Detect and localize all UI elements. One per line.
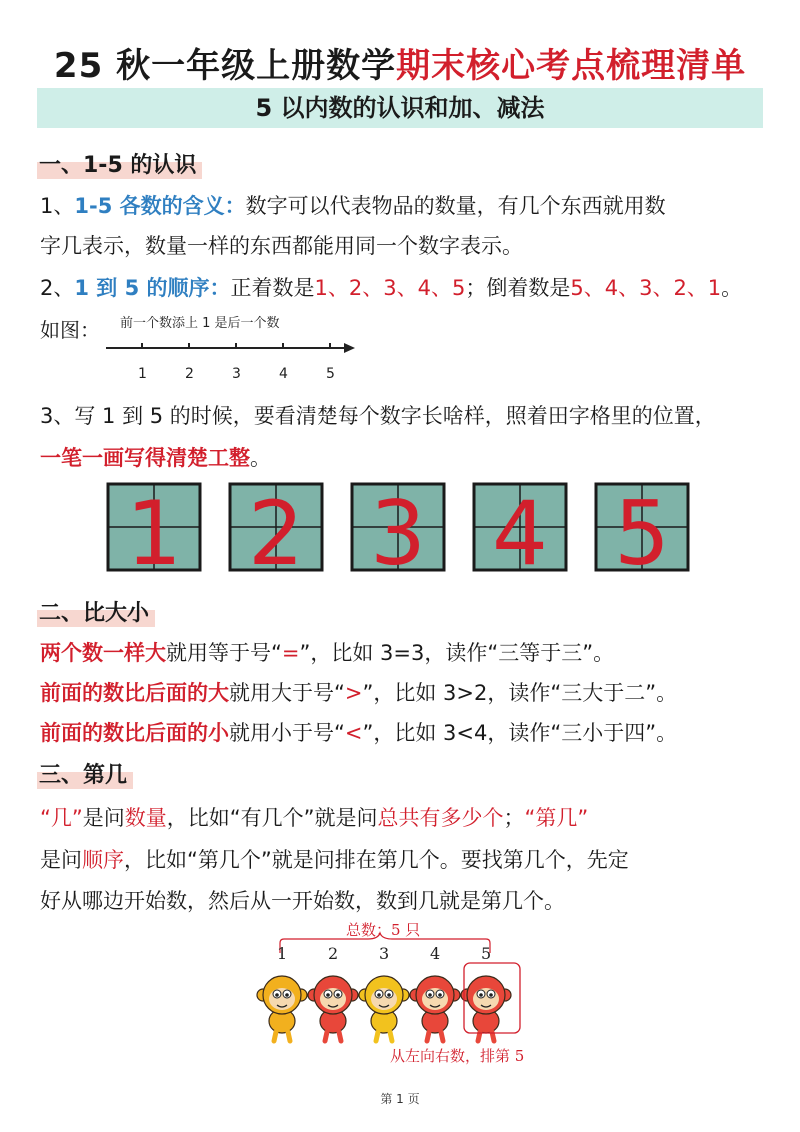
section3-heading: 三、第几 [37,758,133,789]
grid-digit: 1 [126,482,182,578]
forward-order: 1、2、3、4、5 [314,276,466,300]
compare-row [40,717,677,747]
number-line [100,305,370,385]
figure-label: 如图： [40,318,100,342]
section3-line1 [40,802,588,832]
monkey-number: 5 [481,944,492,963]
grid-digit: 2 [248,482,304,578]
compare-text2: ”，比如 3=3，读作“三等于三”。 [299,641,615,665]
word-quantity: 数量 [124,806,167,830]
item2-key: 1 到 5 的顺序： [74,276,231,300]
monkey-number: 3 [379,944,390,963]
item1-number: 1、 [40,194,75,218]
compare-symbol: > [344,681,363,705]
item2-text3: 。 [721,276,743,300]
compare-text1: 就用大于号“ [229,681,345,705]
compare-text1: 就用小于号“ [229,721,345,745]
p2-a: 是问 [40,848,82,872]
monkey-number: 1 [277,944,288,963]
monkey-icon [461,976,511,1041]
p1-d: ，比如“有几个”就是问 [166,806,378,830]
item2-text2: ；倒着数是 [465,276,571,300]
monkey-icon [359,976,409,1041]
section3-line3: 好从哪边开始数，然后从一开始数，数到几就是第几个。 [40,889,565,913]
compare-condition: 两个数一样大 [40,641,166,665]
item1-text1: 数字可以代表物品的数量，有几个东西就用数 [245,194,666,218]
compare-text2: ”，比如 3>2，读作“三大于二”。 [362,681,678,705]
item1-line2: 字几表示，数量一样的东西都能用同一个数字表示。 [40,234,523,258]
number-line-arrow [344,343,355,353]
item2-line [40,272,742,302]
grid-digit: 4 [492,482,548,578]
monkey-number: 2 [328,944,339,963]
section3-line2 [40,844,629,874]
section2-heading: 二、比大小 [37,596,155,627]
item3-line1: 3、写 1 到 5 的时候，要看清楚每个数字长啥样，照着田字格里的位置， [40,404,716,428]
compare-row [40,677,677,707]
title-red: 期末核心考点梳理清单 [396,46,747,86]
word-order: 顺序 [82,848,124,872]
tick-label: 5 [326,366,335,382]
item3-line2 [40,442,271,472]
grid-digit: 3 [370,482,426,578]
backward-order: 5、4、3、2、1 [570,276,722,300]
compare-text2: ”，比如 3<4，读作“三小于四”。 [362,721,678,745]
monkey-icon [257,976,307,1041]
number-line-caption: 前一个数添上 1 是后一个数 [120,316,280,331]
page-title [0,38,800,87]
item3-end: 。 [250,446,271,470]
total-label: 总数：5 只 [346,921,421,939]
p1-b: 是问 [82,806,125,830]
monkey-icon [308,976,358,1041]
subtitle-banner: 5 以内数的认识和加、减法 [37,88,763,128]
quote-ji: “几” [40,806,83,830]
monkey-figure [250,915,550,1075]
compare-row [40,637,614,667]
page-number: 第 1 页 [380,1092,420,1106]
p2-c: ，比如“第几个”就是问排在第几个。要找第几个，先定 [124,848,629,872]
word-total: 总共有多少个 [377,806,504,830]
monkey-number: 4 [430,944,441,963]
tick-label: 3 [232,366,241,382]
item1-line1 [40,190,666,220]
item2-text1: 正着数是 [230,276,315,300]
compare-condition: 前面的数比后面的小 [40,721,229,745]
writing-grids [100,478,700,578]
p1-f: ； [503,806,525,830]
monkey-icon [410,976,460,1041]
grid-digit: 5 [614,482,670,578]
quote-diji: “第几” [524,806,589,830]
section1-heading: 一、1-5 的认识 [37,148,202,179]
compare-text1: 就用等于号“ [166,641,282,665]
tick-label: 4 [279,366,288,382]
item1-key: 1-5 各数的含义： [74,194,246,218]
compare-symbol: = [281,641,300,665]
compare-condition: 前面的数比后面的大 [40,681,229,705]
title-black: 25 秋一年级上册数学 [53,46,397,86]
figure-caption: 从左向右数，排第 5 [390,1047,525,1065]
tick-label: 1 [138,366,147,382]
item3-red: 一笔一画写得清楚工整 [40,446,250,470]
compare-symbol: < [344,721,363,745]
item2-number: 2、 [40,276,75,300]
tick-label: 2 [185,366,194,382]
